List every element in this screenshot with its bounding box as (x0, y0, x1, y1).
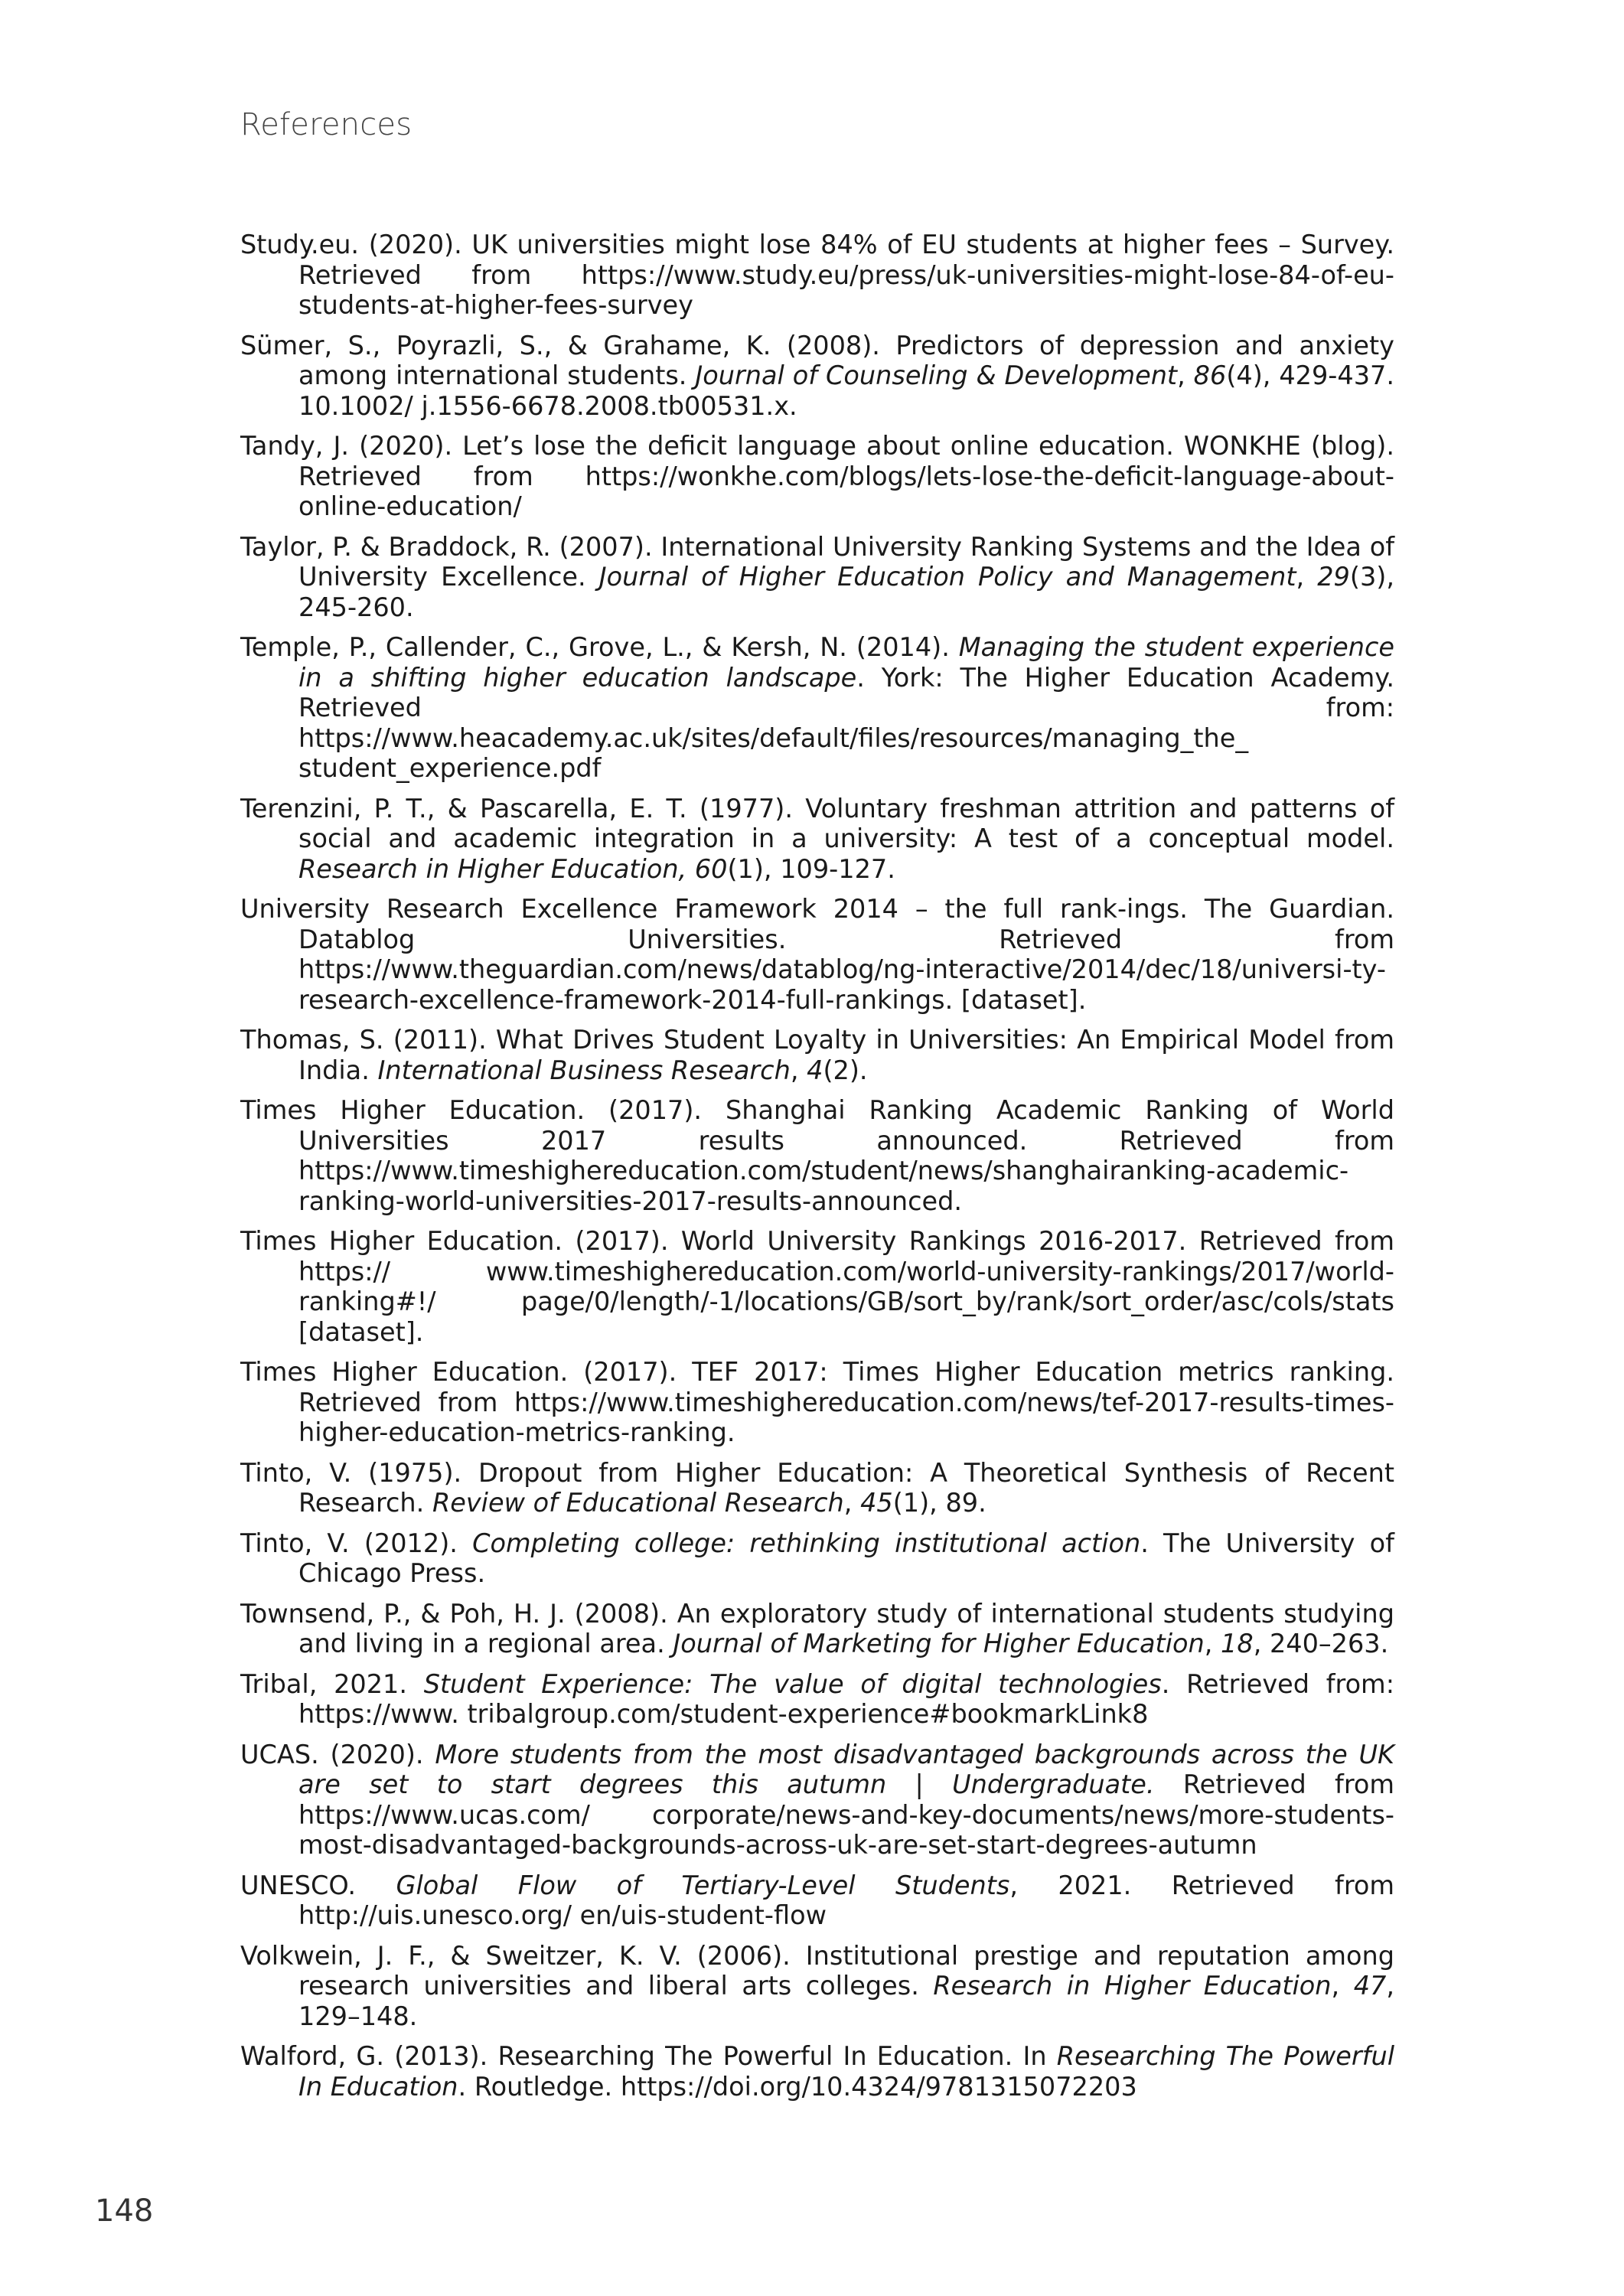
reference-text: , 240–263. (1253, 1629, 1389, 1658)
reference-text: , (1296, 562, 1318, 592)
reference-text: , (843, 1488, 861, 1518)
reference-text: University Research Excellence Framework 2014 – the full rank-ings. The Guardian. Datablog Universities. Retrieved from https://www.theguardian.com/news/datablog/ng-interactive/2014/dec/18/universi-ty-research-excellence-framework-2014-full-rankings. [dataset]. (240, 894, 1394, 1015)
reference-text: Tinto, V. (1975). Dropout from Higher Education: A Theoretical Synthesis of Recent Research. (240, 1457, 1394, 1518)
reference-text: . York: The Higher Education Academy. Retrieved from: https://www.heacademy.ac.uk/sites/default/files/resources/managing_the_ student_experience.pdf (298, 662, 1394, 783)
reference-italic-text: Journal of Higher Education Policy and Management (598, 562, 1296, 592)
reference-entry (240, 2041, 1394, 2102)
reference-entry (240, 632, 1394, 784)
reference-entry (240, 1025, 1394, 1085)
reference-text: . Retrieved from: https://www. tribalgroup.com/student-experience#bookmarkLink8 (298, 1668, 1394, 1729)
reference-italic-text: 86 (1193, 360, 1227, 390)
reference-text: Tandy, J. (2020). Let’s lose the deficit language about online education. WONKHE (blog). Retrieved from https://wonkhe.com/blogs/lets-lose-the-deficit-language-about-online-education/ (240, 431, 1394, 521)
reference-text: UCAS. (2020). (240, 1739, 435, 1769)
running-header: References (240, 107, 413, 142)
reference-entry (240, 1095, 1394, 1216)
reference-text: Retrieved from https://www.ucas.com/ corporate/news-and-key-documents/news/more-students-most-disadvantaged-backgrounds-across-uk-are-set-start-degrees-autumn (298, 1769, 1394, 1860)
reference-text: Times Higher Education. (2017). World University Rankings 2016-2017. Retrieved from https:// www.timeshighereducation.com/world-university-rankings/2017/world-ranking#!/ page/0/length/-1/locations/GB/sort_by/rank/sort_order/asc/cols/stats [dataset]. (240, 1226, 1394, 1347)
reference-italic-text: Researching The Powerful In Education (298, 2041, 1395, 2102)
reference-italic-text: 29 (1317, 562, 1350, 592)
reference-text: Terenzini, P. T., & Pascarella, E. T. (1977). Voluntary freshman attrition and patterns of social and academic integration in a university: A test of a conceptual model. (240, 793, 1394, 853)
reference-text: (2). (823, 1055, 868, 1085)
reference-entry (240, 1740, 1394, 1861)
reference-list (240, 230, 1394, 2112)
reference-italic-text: 18 (1221, 1629, 1254, 1658)
reference-text: , (1204, 1629, 1221, 1658)
reference-italic-text: Journal of Marketing for Higher Education (673, 1629, 1205, 1658)
reference-italic-text: Research in Higher Education (933, 1971, 1332, 2001)
reference-entry (240, 1941, 1394, 2032)
reference-text: UNESCO. (240, 1870, 396, 1900)
reference-text: Study.eu. (2020). UK universities might lose 84% of EU students at higher fees – Survey. Retrieved from https://www.study.eu/press/uk-universities-might-lose-84-of-eu-students-at-higher-fees-survey (240, 230, 1394, 320)
reference-entry (240, 894, 1394, 1015)
reference-entry (240, 1458, 1394, 1518)
reference-text: (1), 109-127. (727, 853, 895, 884)
reference-entry (240, 532, 1394, 623)
reference-text: . The University of Chicago Press. (298, 1528, 1394, 1588)
reference-italic-text: International Business Research (377, 1055, 791, 1085)
reference-italic-text: 4 (807, 1055, 823, 1085)
reference-text: (1), 89. (892, 1488, 986, 1518)
reference-entry (240, 1599, 1394, 1659)
reference-entry (240, 794, 1394, 885)
reference-text: Times Higher Education. (2017). Shanghai Ranking Academic Ranking of World Universities 2017 results announced. Retrieved from https://www.timeshighereducation.com/student/news/shanghairanking-academic-ranking-world-universities-2017-results-announced. (240, 1095, 1394, 1216)
reference-italic-text: Managing the student experience in a shifting higher education landscape (298, 632, 1395, 693)
reference-italic-text: 47 (1353, 1971, 1387, 2001)
reference-text: Temple, P., Callender, C., Grove, L., & Kersh, N. (2014). (240, 632, 959, 662)
reference-text: , (790, 1055, 807, 1085)
reference-text: Walford, G. (2013). Researching The Powerful In Education. In (240, 2041, 1057, 2071)
reference-text: , 129–148. (298, 1971, 1394, 2031)
reference-italic-text: 45 (860, 1488, 893, 1518)
reference-text: Volkwein, J. F., & Sweitzer, K. V. (2006). Institutional prestige and reputation among research universities and liberal arts colleges. (240, 1940, 1394, 2001)
reference-entry (240, 431, 1394, 522)
reference-text: Tinto, V. (2012). (240, 1528, 473, 1558)
reference-text: Townsend, P., & Poh, H. J. (2008). An exploratory study of international students studying and living in a regional area. (240, 1598, 1394, 1658)
reference-italic-text: Global Flow of Tertiary-Level Students (396, 1870, 1010, 1900)
page-number: 148 (95, 2193, 154, 2229)
reference-text: Thomas, S. (2011). What Drives Student Loyalty in Universities: An Empirical Model from India. (240, 1025, 1394, 1085)
reference-italic-text: Completing college: rethinking institutional action (472, 1528, 1141, 1558)
reference-entry (240, 1870, 1394, 1931)
reference-text: Sümer, S., Poyrazli, S., & Grahame, K. (2008). Predictors of depression and anxiety among international students. (240, 330, 1394, 390)
reference-text: Taylor, P. & Braddock, R. (2007). International University Ranking Systems and the Idea of University Excellence. (240, 531, 1394, 592)
reference-text: , (1331, 1971, 1354, 2001)
reference-italic-text: Research in Higher Education, 60 (298, 853, 728, 884)
reference-entry (240, 1226, 1394, 1347)
reference-text: (4), 429-437. 10.1002/ j.1556-6678.2008.tb00531.x. (298, 360, 1394, 421)
reference-italic-text: Journal of Counseling & Development (695, 360, 1178, 390)
reference-italic-text: Review of Educational Research (432, 1488, 844, 1518)
reference-entry (240, 1528, 1394, 1589)
reference-italic-text: Student Experience: The value of digital technologies (423, 1668, 1162, 1699)
reference-text: , 2021. Retrieved from http://uis.unesco.org/ en/uis-student-flow (298, 1870, 1394, 1930)
reference-italic-text: More students from the most disadvantaged backgrounds across the UK are set to start degrees this autumn | Undergraduate. (298, 1739, 1394, 1799)
reference-entry (240, 331, 1394, 422)
reference-text: , (1177, 360, 1194, 390)
reference-entry (240, 230, 1394, 321)
reference-text: Times Higher Education. (2017). TEF 2017: Times Higher Education metrics ranking. Retrieved from https://www.timeshighereducation.com/news/tef-2017-results-times-higher-education-metrics-ranking. (240, 1357, 1394, 1447)
reference-entry (240, 1357, 1394, 1448)
reference-text: . Routledge. https://doi.org/10.4324/9781315072203 (458, 2071, 1137, 2102)
reference-text: Tribal, 2021. (240, 1668, 424, 1699)
reference-entry (240, 1669, 1394, 1730)
reference-text: (3), 245-260. (298, 562, 1394, 622)
